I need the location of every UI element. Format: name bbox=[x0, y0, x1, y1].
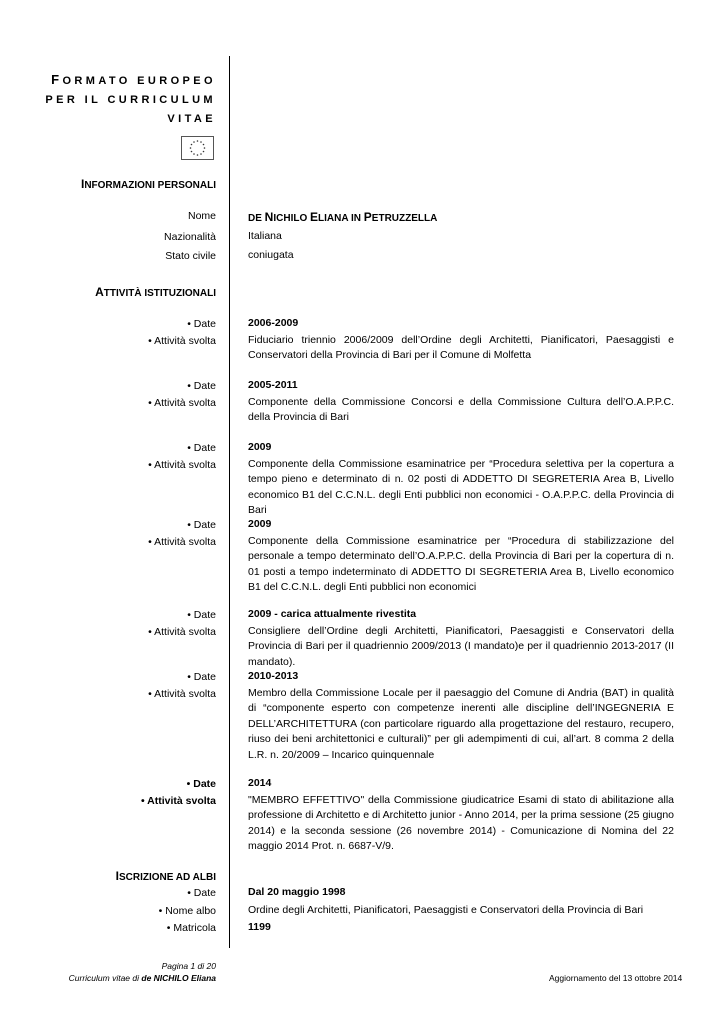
entry-activity-label: • Attività svolta bbox=[140, 795, 216, 807]
albo-date: Dal 20 maggio 1998 bbox=[248, 886, 346, 898]
section-heading-personal-info: INFORMAZIONI PERSONALI bbox=[80, 177, 216, 191]
document-title: FORMATO EUROPEO PER IL CURRICULUM VITAE bbox=[45, 72, 216, 125]
entry-date-label: • Date bbox=[187, 442, 216, 454]
section-heading-registrations: ISCRIZIONE AD ALBI bbox=[115, 869, 216, 883]
entry-date-label: • Date bbox=[187, 609, 216, 621]
entry-date-label: • Date bbox=[187, 519, 216, 531]
albo-date-label: • Date bbox=[187, 887, 216, 899]
footer-updated: Aggiornamento del 13 ottobre 2014 bbox=[549, 973, 683, 983]
entry-date: 2009 bbox=[248, 518, 272, 530]
entry-activity-text: Componente della Commissione esaminatrice per “Procedura di stabilizzazione del personale a tempo determinato dell’O.A.P.P.C. della Provincia di Bari per la copertura di n. 01 posti a tempo indeterminato di ADDETTO DI SEGRETERIA Area B, Livello economico B1 del C.C.N.L. degli Enti pubblici non economici bbox=[248, 535, 674, 594]
nationality-value: Italiana bbox=[248, 230, 282, 242]
entry-activity-text: Componente della Commissione esaminatrice per “Procedura selettiva per la copertura a tempo pieno e determinato di n. 02 posti di ADDETTO DI SEGRETERIA Area B, Livello economico B1 del C.C.N.L. degli Enti pubblici non economici - O.A.P.P.C. della Provincia di Bari bbox=[248, 458, 674, 517]
albo-name-label: • Nome albo bbox=[158, 905, 216, 917]
matricola-label: • Matricola bbox=[166, 922, 216, 934]
entry-activity-label: • Attività svolta bbox=[148, 397, 216, 409]
column-divider bbox=[229, 56, 230, 948]
entry-activity-label: • Attività svolta bbox=[148, 335, 216, 347]
entry-date: 2009 - carica attualmente rivestita bbox=[248, 608, 417, 620]
entry-activity-text: Consigliere dell’Ordine degli Architetti, Pianificatori, Paesaggisti e Conservatori della Provincia di Bari per il quadriennio 2009/2013 (I mandato)e per il quadriennio 2013-2017 (II mandato). bbox=[248, 625, 674, 668]
footer-cv-owner: Curriculum vitae di de NICHILO Eliana bbox=[68, 973, 216, 983]
matricola-value: 1199 bbox=[248, 921, 271, 933]
entry-date: 2014 bbox=[248, 777, 272, 789]
entry-date-label: • Date bbox=[187, 380, 216, 392]
person-name: DE NICHILO ELIANA IN PETRUZZELLA bbox=[248, 210, 438, 224]
civil-status-label: Stato civile bbox=[165, 250, 216, 262]
entry-date-label: • Date bbox=[187, 318, 216, 330]
entry-date: 2009 bbox=[248, 441, 272, 453]
entry-activity-text: "MEMBRO EFFETTIVO" della Commissione giudicatrice Esami di stato di abilitazione alla professione di Architetto e di Architetto junior - Anno 2014, per la prima sessione (25 giugno 2014) e la seconda sessione (26 novembre 2014) - Comunicazione di Nomina del 22 maggio 2014 Prot. n. 6687-V/9. bbox=[248, 794, 674, 853]
entry-activity-label: • Attività svolta bbox=[148, 536, 216, 548]
name-label: Nome bbox=[187, 210, 216, 222]
entry-date: 2006-2009 bbox=[248, 317, 299, 329]
entry-date: 2005-2011 bbox=[248, 379, 298, 391]
entry-date-label: • Date bbox=[186, 778, 216, 790]
page-number: Pagina 1 di 20 bbox=[161, 961, 216, 971]
section-heading-activities: ATTIVITÀ ISTITUZIONALI bbox=[95, 285, 216, 299]
entry-activity-text: Fiduciario triennio 2006/2009 dell’Ordine degli Architetti, Pianificatori, Paesaggisti e Conservatori della Provincia di Bari per il Comune di Molfetta bbox=[248, 334, 674, 362]
entry-date: 2010-2013 bbox=[248, 670, 299, 682]
entry-activity-text: Membro della Commissione Locale per il paesaggio del Comune di Andria (BAT) in qualità di “componente esperto con competenze inerenti alle discipline dell’INGEGNERIA E DELL’ARCHITETTURA (con particolare riguardo alla progettazione del restauro, recupero, riuso dei beni architettonici e culturali)” per gli adempimenti di cui, all’art. 8 comma 2 della L.R. n. 20/2009 – Incarico quinquennale bbox=[248, 687, 674, 761]
entry-activity-label: • Attività svolta bbox=[148, 459, 216, 471]
nationality-label: Nazionalità bbox=[164, 231, 216, 243]
albo-name: Ordine degli Architetti, Pianificatori, Paesaggisti e Conservatori della Provincia di Bari bbox=[248, 904, 644, 916]
entry-activity-label: • Attività svolta bbox=[148, 688, 216, 700]
civil-status-value: coniugata bbox=[248, 249, 294, 261]
entry-date-label: • Date bbox=[187, 671, 216, 683]
eu-flag-icon bbox=[181, 136, 214, 160]
entry-activity-text: Componente della Commissione Concorsi e della Commissione Cultura dell’O.A.P.P.C. della Provincia di Bari bbox=[248, 396, 674, 424]
entry-activity-label: • Attività svolta bbox=[148, 626, 216, 638]
